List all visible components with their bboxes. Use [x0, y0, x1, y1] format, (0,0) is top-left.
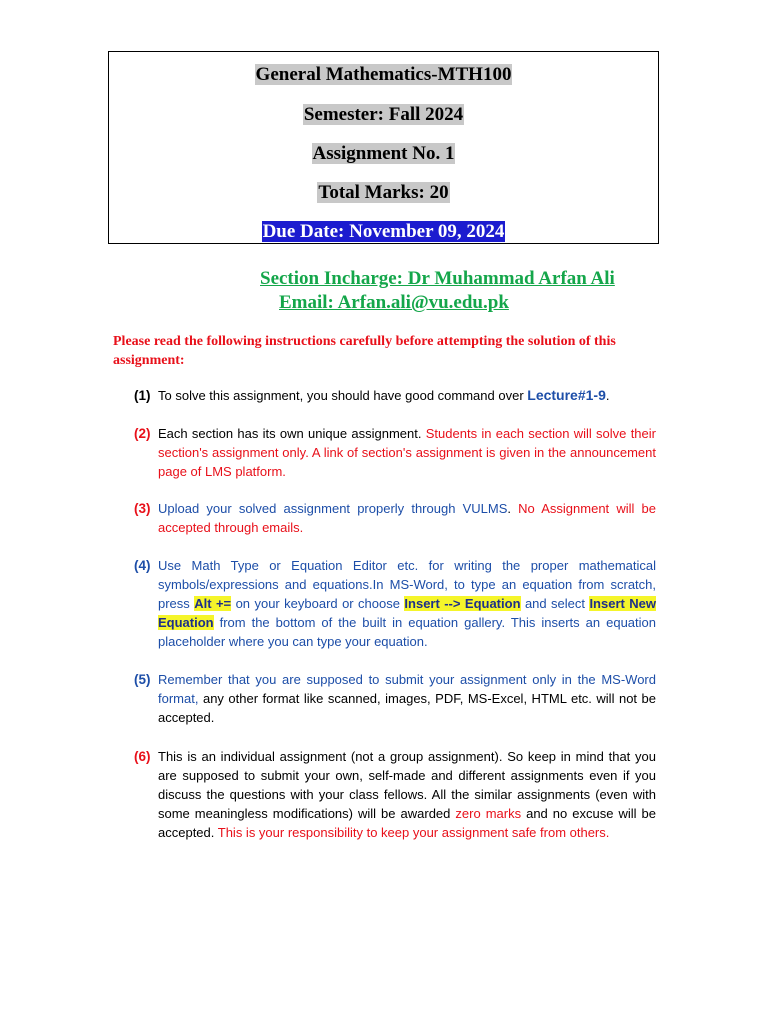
item-text: Each section has its own unique assignment. Students in each section will solve their section's assignment only. A link of section's assignment is given in the announcement page of LMS platform.: [158, 426, 656, 479]
item-number: (1): [134, 388, 151, 403]
item-number: (6): [134, 749, 151, 764]
semester: Semester: Fall 2024: [303, 104, 464, 125]
total-marks: Total Marks: 20: [318, 182, 449, 203]
item-number: (2): [134, 426, 151, 441]
incharge-email[interactable]: Email: Arfan.ali@vu.edu.pk: [279, 292, 509, 313]
instruction-item: [134, 670, 656, 727]
item-text: To solve this assignment, you should have good command over Lecture#1-9.: [158, 387, 610, 403]
instruction-item: [134, 556, 656, 651]
instruction-item: [134, 499, 656, 537]
item-text: Use Math Type or Equation Editor etc. for writing the proper mathematical symbols/expressions and equations.In MS-Word, to type an equation from scratch, press Alt += on your keyboard or choose Insert --> Equation and select Insert New Equation from the bottom of the built in equation gallery. This inserts an equation placeholder where you can type your equation.: [158, 558, 656, 649]
item-number: (5): [134, 672, 151, 687]
item-text: Remember that you are supposed to submit your assignment only in the MS-Word format, any other format like scanned, images, PDF, MS-Excel, HTML etc. will not be accepted.: [158, 672, 656, 725]
header-box: [108, 51, 659, 244]
insert-new-equation: Insert New Equation: [158, 596, 656, 630]
instruction-item: [134, 424, 656, 481]
due-date: Due Date: November 09, 2024: [262, 221, 505, 242]
item-number: (3): [134, 501, 151, 516]
alt-eq-shortcut: Alt +=: [194, 596, 232, 611]
instruction-item: [134, 747, 656, 842]
item-number: (4): [134, 558, 151, 573]
assignment-number: Assignment No. 1: [312, 143, 455, 164]
insert-equation-path: Insert --> Equation: [404, 596, 521, 611]
instructions-intro: Please read the following instructions carefully before attempting the solution of this assignment:: [113, 334, 616, 368]
section-incharge: Section Incharge: Dr Muhammad Arfan Ali: [260, 268, 615, 289]
item-text: This is an individual assignment (not a group assignment). So keep in mind that you are supposed to submit your own, self-made and different assignments even if you discuss the questions with your class fellows. All the similar assignments (even with some meaningless modifications) will be awarded zero marks and no excuse will be accepted. This is your responsibility to keep your assignment safe from others.: [158, 749, 656, 840]
item-text: Upload your solved assignment properly through VULMS. No Assignment will be accepted through emails.: [158, 501, 657, 535]
course-title: General Mathematics-MTH100: [255, 64, 512, 85]
instruction-item: [134, 386, 656, 405]
